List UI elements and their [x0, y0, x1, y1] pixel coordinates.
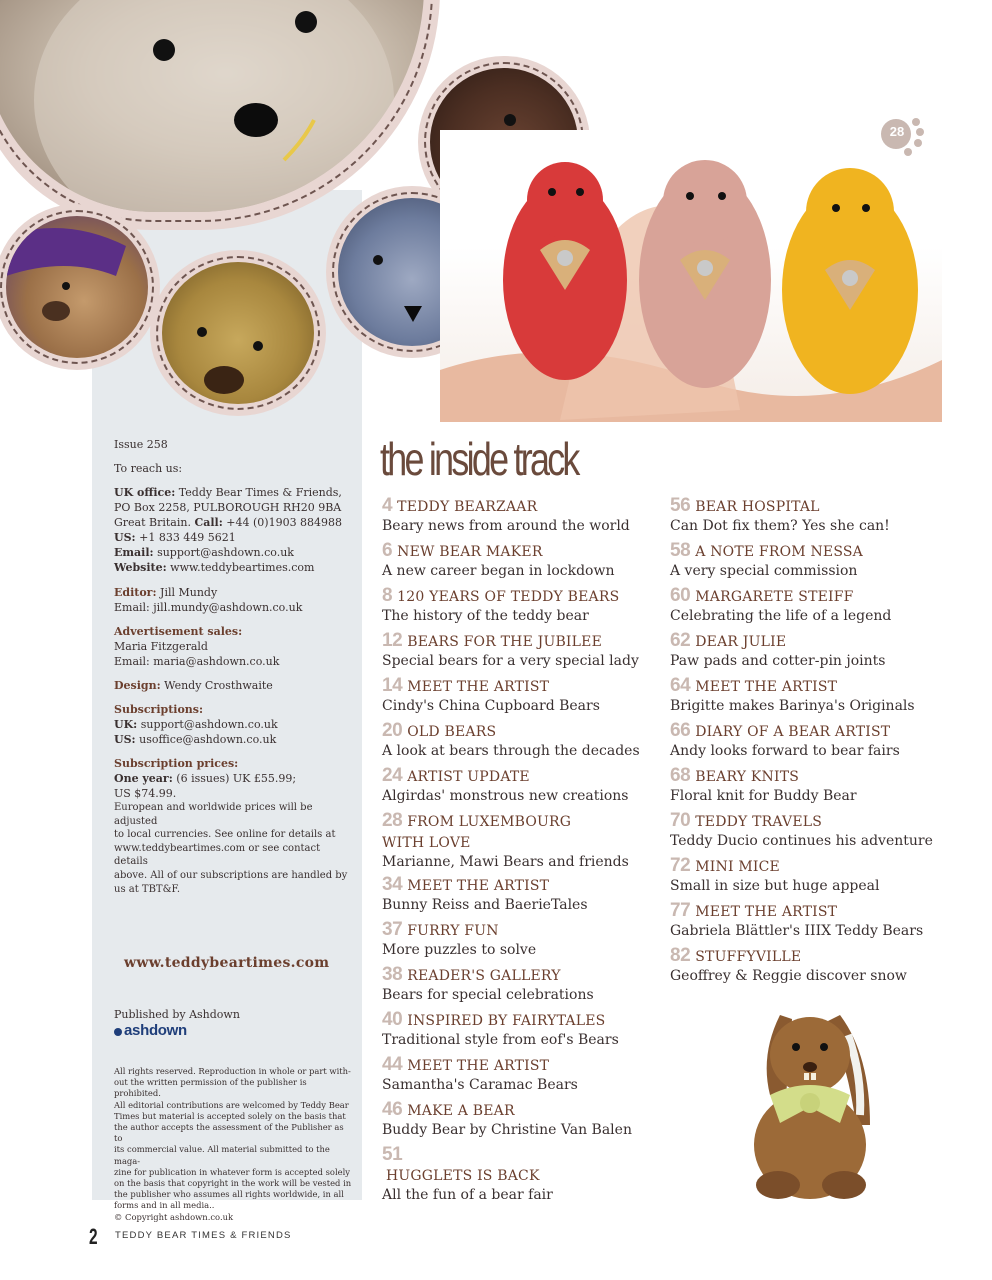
- entry-title: FROM LUXEMBOURG: [407, 814, 572, 830]
- design-label: Design:: [114, 679, 161, 692]
- subs-us-label: US:: [114, 733, 136, 746]
- entry-description: Beary news from around the world: [382, 518, 630, 534]
- design-name: Wendy Crosthwaite: [160, 679, 273, 692]
- contents-entry[interactable]: [670, 586, 970, 625]
- editor-email[interactable]: Email: jill.mundy@ashdown.co.uk: [114, 601, 303, 614]
- contact-block: [114, 485, 350, 575]
- entry-title: HUGGLETS IS BACK: [386, 1168, 540, 1184]
- entry-description: Brigitte makes Barinya's Originals: [670, 698, 915, 714]
- entry-description: Marianne, Mawi Bears and friends: [382, 854, 629, 870]
- entry-page-number: 64: [670, 675, 691, 696]
- contents-entry[interactable]: [382, 766, 682, 805]
- rights-line: its commercial value. All material submitted to the maga-: [114, 1144, 330, 1166]
- entry-page-number: 66: [670, 720, 691, 741]
- one-year-price: (6 issues) UK £55.99;: [172, 772, 297, 785]
- ashdown-logo-text: ashdown: [124, 1022, 187, 1039]
- contents-entry[interactable]: [382, 875, 682, 914]
- call-label: Call:: [194, 516, 223, 529]
- contents-entry[interactable]: [670, 856, 970, 895]
- subscriptions-block: [114, 702, 350, 747]
- entry-description: A very special commission: [670, 563, 858, 579]
- us-phone: +1 833 449 5621: [135, 531, 236, 544]
- entry-title: STUFFYVILLE: [695, 949, 802, 965]
- entry-description: Floral knit for Buddy Bear: [670, 788, 857, 804]
- entry-description: Paw pads and cotter-pin joints: [670, 653, 886, 669]
- paw-badge: [880, 116, 922, 158]
- entry-title: ARTIST UPDATE: [407, 769, 530, 785]
- entry-page-number: 82: [670, 945, 691, 966]
- entry-title: TEDDY TRAVELS: [695, 814, 823, 830]
- contents-entry[interactable]: [382, 496, 682, 535]
- entry-page-number: 38: [382, 964, 403, 985]
- folio-magazine-name: TEDDY BEAR TIMES & FRIENDS: [115, 1230, 292, 1241]
- contents-entry[interactable]: [670, 946, 970, 985]
- uk-office-line1: Teddy Bear Times & Friends,: [175, 486, 342, 499]
- prices-note: [114, 801, 350, 896]
- subs-uk-label: UK:: [114, 718, 138, 731]
- website-link[interactable]: www.teddybeartimes.com: [166, 561, 315, 574]
- contents-entry[interactable]: [670, 541, 970, 580]
- contents-title: the inside track: [380, 433, 578, 485]
- rights-line: Times but material is accepted solely on the basis that: [114, 1110, 346, 1121]
- entry-title: DIARY OF A BEAR ARTIST: [695, 724, 891, 740]
- website-label: Website:: [114, 561, 167, 574]
- entry-title: BEAR HOSPITAL: [695, 499, 820, 515]
- entry-description: All the fun of a bear fair: [382, 1187, 553, 1203]
- entry-page-number: 56: [670, 495, 691, 516]
- entry-page-number: 62: [670, 630, 691, 651]
- contents-entry[interactable]: [382, 631, 682, 670]
- uk-office-label: UK office:: [114, 486, 176, 499]
- entry-title: MEET THE ARTIST: [407, 1058, 550, 1074]
- photo-bunny-with-bow: [720, 995, 900, 1205]
- uk-office-line2: PO Box 2258, PULBOROUGH RH20 9BA: [114, 501, 342, 514]
- entry-title: A NOTE FROM NESSA: [695, 544, 863, 560]
- editor-block: [114, 585, 350, 615]
- design-block: [114, 678, 350, 693]
- editor-label: Editor:: [114, 586, 157, 599]
- subs-heading: Subscriptions:: [114, 703, 204, 716]
- contents-entry[interactable]: [382, 965, 682, 1004]
- entry-page-number: 4: [382, 495, 393, 516]
- entry-page-number: 70: [670, 810, 691, 831]
- rights-notice: [114, 1066, 354, 1223]
- email-label: Email:: [114, 546, 154, 559]
- issue-number: Issue 258: [114, 438, 168, 451]
- contents-entry[interactable]: [670, 496, 970, 535]
- rights-line: zine for publication in whatever form is accepted solely: [114, 1166, 350, 1177]
- entry-page-number: 60: [670, 585, 691, 606]
- entry-title: FURRY FUN: [407, 923, 499, 939]
- photo-three-bears-in-hand: [440, 130, 942, 422]
- entry-page-number: 51: [382, 1144, 403, 1165]
- entry-page-number: 44: [382, 1054, 403, 1075]
- entry-description: Bears for special celebrations: [382, 987, 594, 1003]
- entry-description: The history of the teddy bear: [382, 608, 589, 624]
- us-price: US $74.99.: [114, 787, 177, 800]
- one-year-label: One year:: [114, 772, 173, 785]
- entry-page-number: 72: [670, 855, 691, 876]
- prices-heading: Subscription prices:: [114, 757, 239, 770]
- entry-title: MINI MICE: [695, 859, 780, 875]
- entry-title: MEET THE ARTIST: [695, 679, 838, 695]
- entry-title: MEET THE ARTIST: [407, 679, 550, 695]
- entry-title: TEDDY BEARZAAR: [397, 499, 538, 515]
- contents-entry[interactable]: [382, 676, 682, 715]
- entry-description: More puzzles to solve: [382, 942, 537, 958]
- ashdown-logo: [114, 1023, 350, 1039]
- photo-circle-purple-hat-bear: [0, 204, 160, 370]
- contents-entry[interactable]: [670, 631, 970, 670]
- entry-title: OLD BEARS: [407, 724, 497, 740]
- entry-title: MEET THE ARTIST: [695, 904, 838, 920]
- entry-page-number: 20: [382, 720, 403, 741]
- entry-page-number: 14: [382, 675, 403, 696]
- entry-title: DEAR JULIE: [695, 634, 787, 650]
- paw-badge-number: 28: [889, 124, 905, 139]
- contents-entry[interactable]: [382, 811, 682, 871]
- contents-entry[interactable]: [382, 1010, 682, 1049]
- ad-email[interactable]: Email: maria@ashdown.co.uk: [114, 655, 280, 668]
- entry-title: 120 YEARS OF TEDDY BEARS: [397, 589, 620, 605]
- contents-entry[interactable]: [670, 901, 970, 940]
- subs-us-email[interactable]: usoffice@ashdown.co.uk: [135, 733, 277, 746]
- entry-page-number: 28: [382, 810, 403, 831]
- rights-line: the publisher who assumes all rights worldwide, in all: [114, 1189, 344, 1200]
- rights-line: All rights reserved. Reproduction in whole or part with-: [114, 1066, 351, 1076]
- editor-name: Jill Mundy: [156, 586, 218, 599]
- entry-description: Celebrating the life of a legend: [670, 608, 892, 624]
- entry-title: MAKE A BEAR: [407, 1103, 515, 1119]
- call-value: +44 (0)1903 884988: [222, 516, 343, 529]
- email-link[interactable]: support@ashdown.co.uk: [153, 546, 294, 559]
- entry-title: READER'S GALLERY: [407, 968, 561, 984]
- entry-description: Algirdas' monstrous new creations: [382, 788, 629, 804]
- rights-line: out the written permission of the publisher is prohibited.: [114, 1077, 307, 1099]
- rights-line: forms and in all media..: [114, 1200, 215, 1211]
- entry-description: Special bears for a very special lady: [382, 653, 639, 669]
- prices-note-line: above. All of our subscriptions are handled by: [114, 869, 348, 881]
- folio-page-number: 2: [89, 1224, 98, 1249]
- contents-entry[interactable]: [382, 1145, 682, 1204]
- entry-page-number: 34: [382, 874, 403, 895]
- entry-page-number: 12: [382, 630, 403, 651]
- entry-description: Cindy's China Cupboard Bears: [382, 698, 600, 714]
- prices-note-line: www.teddybeartimes.com or see contact details: [114, 842, 321, 868]
- published-by: Published by Ashdown: [114, 1008, 240, 1021]
- contents-entry[interactable]: [382, 920, 682, 959]
- rights-line: All editorial contributions are welcomed by Teddy Bear: [114, 1099, 349, 1110]
- contents-entry[interactable]: [382, 1055, 682, 1094]
- entry-title: INSPIRED BY FAIRYTALES: [407, 1013, 606, 1029]
- rights-line: on the basis that copyright in the work will be vested in: [114, 1178, 352, 1189]
- entry-title: BEARY KNITS: [695, 769, 800, 785]
- reach-heading: To reach us:: [114, 462, 183, 475]
- prices-note-line: European and worldwide prices will be adjusted: [114, 802, 313, 827]
- contents-entry[interactable]: [382, 1100, 682, 1139]
- prices-block: [114, 756, 350, 896]
- entry-description: Traditional style from eof's Bears: [382, 1032, 619, 1048]
- entry-page-number: 37: [382, 919, 403, 940]
- entry-page-number: 24: [382, 765, 403, 786]
- entry-page-number: 6: [382, 540, 393, 561]
- entry-description: Andy looks forward to bear fairs: [670, 743, 900, 759]
- prices-note-line: us at TBT&F.: [114, 883, 181, 895]
- contents-entry[interactable]: [382, 586, 682, 625]
- ashdown-logo-mark-icon: [114, 1028, 122, 1036]
- entry-page-number: 46: [382, 1099, 403, 1120]
- copyright-line: © Copyright ashdown.co.uk: [114, 1211, 234, 1222]
- entry-page-number: 8: [382, 585, 393, 606]
- entry-page-number: 40: [382, 1009, 403, 1030]
- us-label: US:: [114, 531, 136, 544]
- entry-page-number: 68: [670, 765, 691, 786]
- prices-note-line: to local currencies. See online for details at: [114, 829, 336, 841]
- entry-description: A look at bears through the decades: [382, 743, 640, 759]
- entry-description: Gabriela Blättler's IIIX Teddy Bears: [670, 923, 924, 939]
- uk-office-line3: Great Britain.: [114, 516, 191, 529]
- subs-uk-email[interactable]: support@ashdown.co.uk: [137, 718, 278, 731]
- photo-circle-golden-bear: [150, 250, 326, 416]
- contents-entry[interactable]: [670, 811, 970, 850]
- entry-description: Geoffrey & Reggie discover snow: [670, 968, 907, 984]
- contents-entry[interactable]: [670, 766, 970, 805]
- entry-page-number: 58: [670, 540, 691, 561]
- entry-title: BEARS FOR THE JUBILEE: [407, 634, 602, 650]
- entry-description: Teddy Ducio continues his adventure: [670, 833, 933, 849]
- entry-description: Samantha's Caramac Bears: [382, 1077, 578, 1093]
- entry-title: MEET THE ARTIST: [407, 878, 550, 894]
- contents-entry[interactable]: [670, 721, 970, 760]
- contents-entry[interactable]: [382, 541, 682, 580]
- entry-title: NEW BEAR MAKER: [397, 544, 543, 560]
- contents-entry[interactable]: [670, 676, 970, 715]
- ad-name: Maria Fitzgerald: [114, 640, 208, 653]
- entry-page-number: 77: [670, 900, 691, 921]
- entry-description: Small in size but huge appeal: [670, 878, 880, 894]
- entry-description: Buddy Bear by Christine Van Balen: [382, 1122, 632, 1138]
- entry-description: Bunny Reiss and BaerieTales: [382, 897, 588, 913]
- website-banner-link[interactable]: www.teddybeartimes.com: [124, 955, 330, 971]
- entry-description: Can Dot fix them? Yes she can!: [670, 518, 890, 534]
- contents-entry[interactable]: [382, 721, 682, 760]
- entry-title: MARGARETE STEIFF: [695, 589, 854, 605]
- entry-title-continued: WITH LOVE: [382, 835, 471, 851]
- rights-line: the author accepts the assessment of the Publisher as to: [114, 1122, 344, 1144]
- ad-heading: Advertisement sales:: [114, 625, 243, 638]
- entry-description: A new career began in lockdown: [382, 563, 615, 579]
- ad-block: [114, 624, 350, 669]
